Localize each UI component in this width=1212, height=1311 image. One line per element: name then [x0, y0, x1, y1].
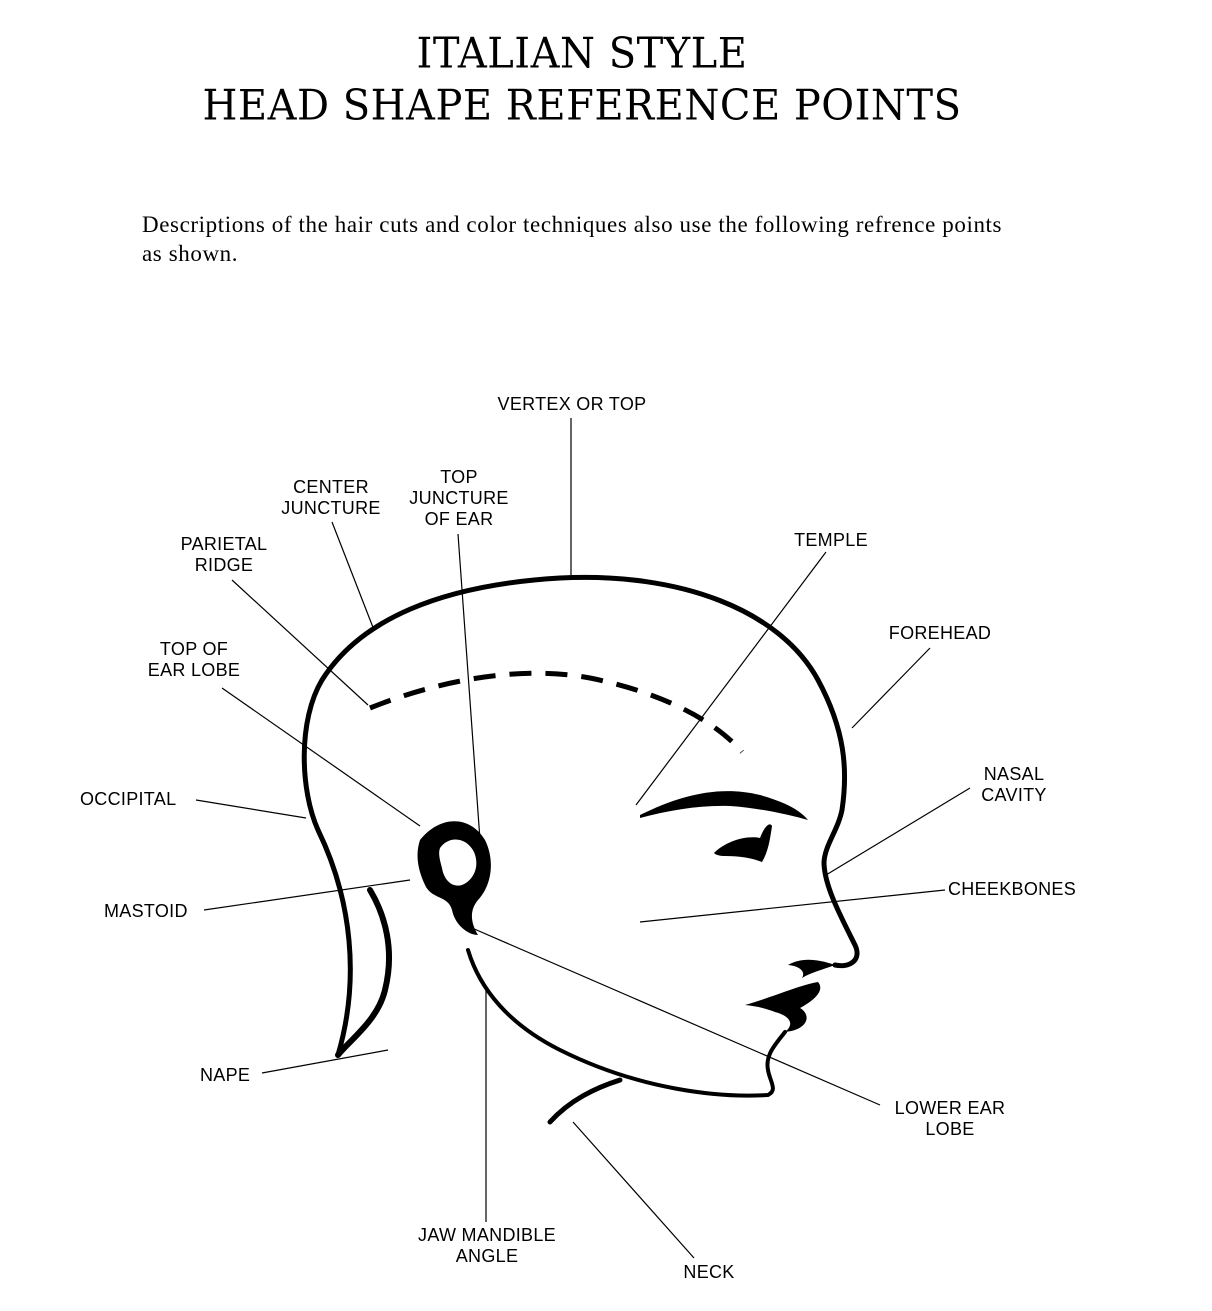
lips	[745, 982, 820, 1032]
label-forehead: FOREHEAD	[888, 623, 992, 643]
page-title-line-2: HEAD SHAPE REFERENCE POINTS	[202, 81, 962, 131]
label-top-juncture-ear: TOP JUNCTURE OF EAR	[409, 467, 509, 529]
label-temple: TEMPLE	[794, 530, 868, 550]
eye	[714, 824, 772, 862]
label-neck: NECK	[683, 1262, 735, 1282]
leader-temple	[636, 552, 826, 805]
leader-center-juncture	[332, 522, 374, 630]
label-jaw-mandible: JAW MANDIBLE ANGLE	[418, 1225, 556, 1266]
leader-lower-ear-lobe	[472, 928, 880, 1105]
chin-jaw	[468, 950, 785, 1096]
leader-nasal-cavity	[826, 788, 970, 875]
leader-cheekbones	[640, 890, 945, 922]
leader-occipital	[196, 800, 306, 818]
label-cheekbones: CHEEKBONES	[948, 879, 1077, 899]
intro-text: Descriptions of the hair cuts and color techniques also use the following refrence points as shown.	[142, 212, 1003, 266]
leader-nape	[262, 1050, 388, 1073]
neck-front	[550, 1080, 620, 1122]
label-occipital: OCCIPITAL	[80, 789, 177, 809]
nose	[788, 960, 835, 978]
leader-neck	[573, 1122, 694, 1258]
label-vertex: VERTEX OR TOP	[497, 394, 647, 414]
eyebrow	[640, 791, 808, 820]
parietal-ridge-dashes	[370, 673, 742, 752]
label-mastoid: MASTOID	[104, 901, 188, 921]
page-title-line-1: ITALIAN STYLE	[416, 29, 748, 79]
label-nasal-cavity: NASAL CAVITY	[981, 764, 1047, 805]
leader-top-ear-lobe	[222, 688, 420, 826]
label-parietal-ridge: PARIETAL RIDGE	[180, 534, 268, 575]
leader-forehead	[852, 648, 930, 728]
leader-parietal-ridge	[232, 580, 368, 705]
label-center-juncture: CENTER JUNCTURE	[281, 477, 381, 518]
leader-top-juncture-ear	[458, 534, 480, 840]
label-lower-ear-lobe: LOWER EAR LOBE	[894, 1098, 1006, 1139]
label-nape: NAPE	[200, 1065, 251, 1085]
label-top-ear-lobe: TOP OF EAR LOBE	[147, 639, 241, 680]
